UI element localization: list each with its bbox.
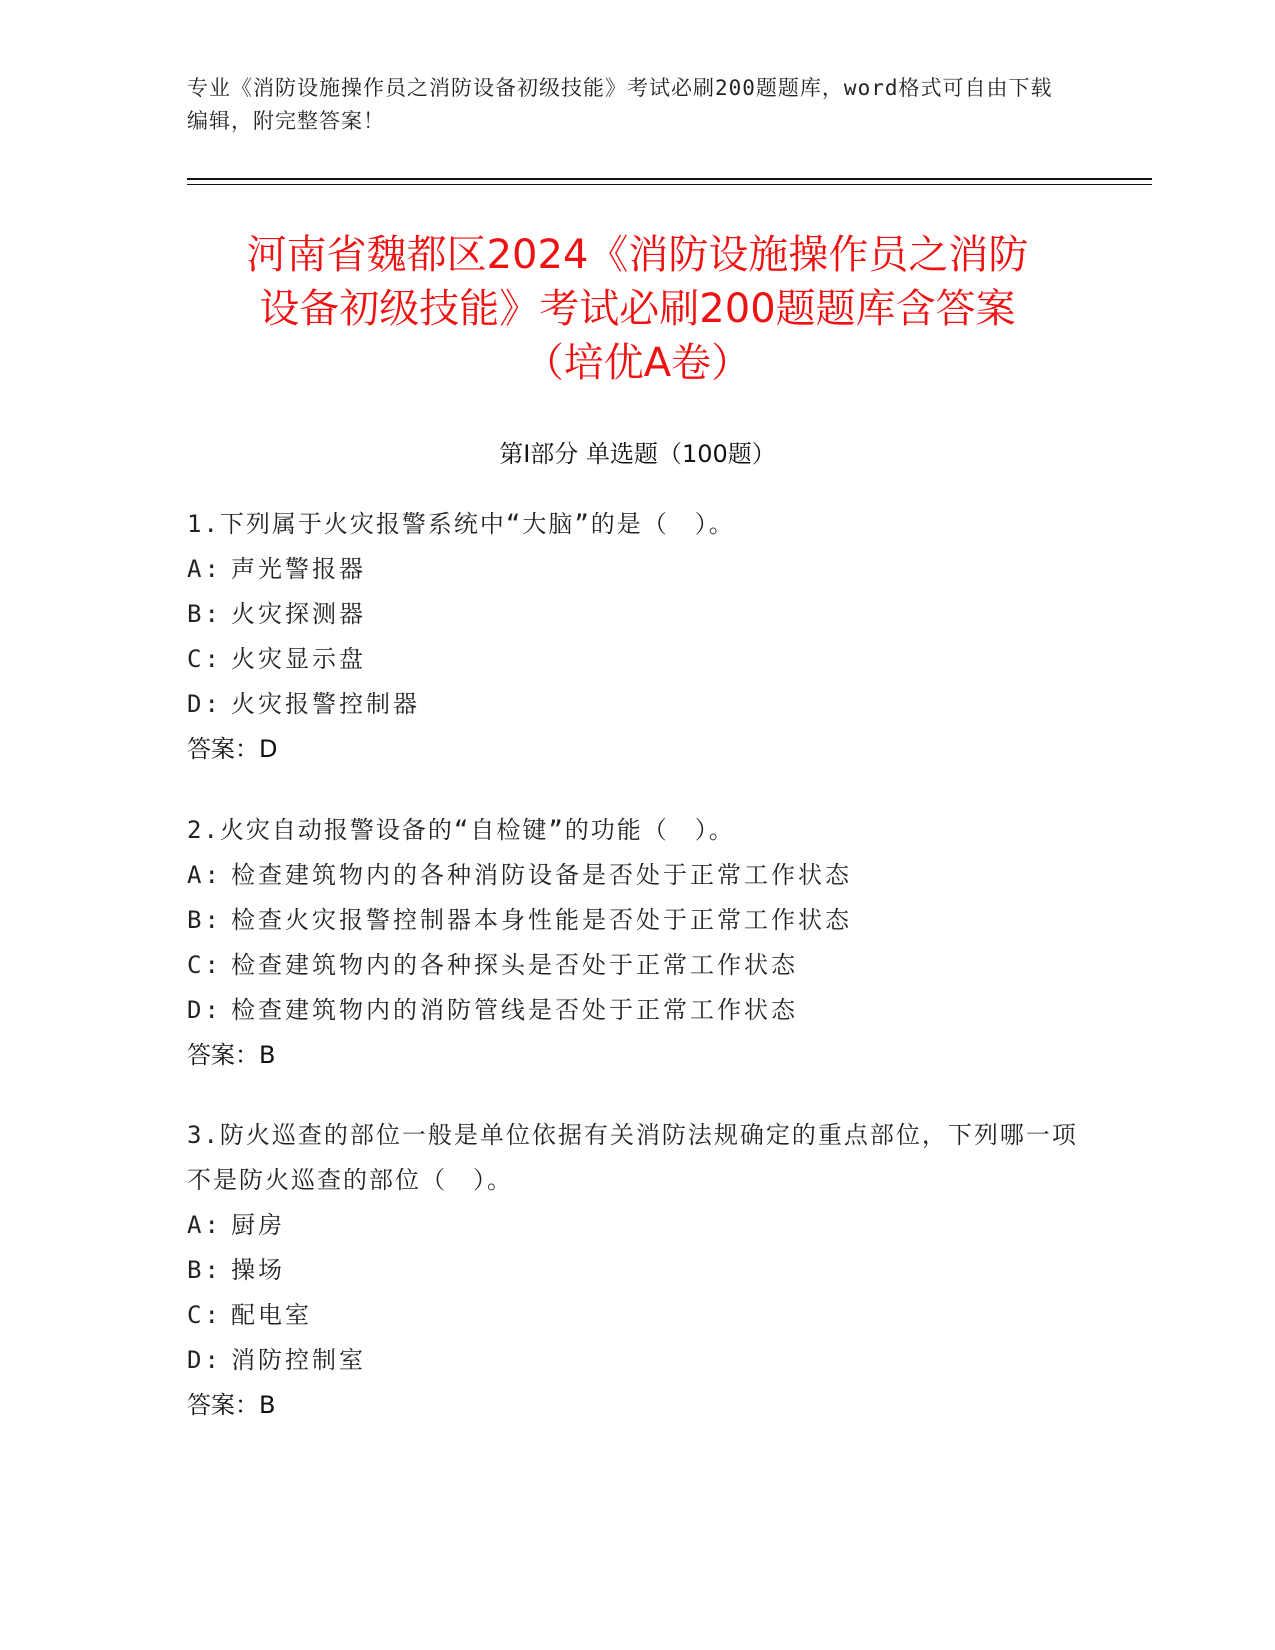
option-c: [187, 1293, 1087, 1338]
question-stem: 2.火灾自动报警设备的“自检键”的功能（ ）。: [187, 816, 735, 844]
question-stem: 1.下列属于火灾报警系统中“大脑”的是（ ）。: [187, 510, 735, 538]
option-text: 厨房: [231, 1211, 285, 1239]
option-b: [187, 898, 1087, 943]
option-letter: A:: [187, 1211, 222, 1239]
document-title: [160, 228, 1115, 390]
option-b: [187, 1248, 1087, 1293]
option-text: 检查建筑物内的各种探头是否处于正常工作状态: [231, 951, 798, 979]
header-rule-thick: [187, 178, 1152, 180]
option-letter: A:: [187, 555, 222, 583]
option-letter: D:: [187, 690, 222, 718]
question-stem: 3.防火巡查的部位一般是单位依据有关消防法规确定的重点部位，下列哪一项不是防火巡查的部位（ ）。: [187, 1121, 1078, 1194]
option-c: [187, 637, 1087, 682]
option-text: 检查建筑物内的各种消防设备是否处于正常工作状态: [231, 861, 852, 889]
header-note: 专业《消防设施操作员之消防设备初级技能》考试必刷200题题库，word格式可自由下载编辑，附完整答案！: [187, 76, 1053, 133]
option-letter: B:: [187, 1256, 222, 1284]
title-line-1: 河南省魏都区2024《消防设施操作员之消防: [246, 232, 1029, 278]
option-b: [187, 592, 1087, 637]
option-d: [187, 988, 1087, 1033]
answer-line: 答案：B: [187, 1391, 276, 1419]
option-letter: C:: [187, 1301, 222, 1329]
option-letter: A:: [187, 861, 222, 889]
option-letter: C:: [187, 645, 222, 673]
option-d: [187, 1338, 1087, 1383]
option-text: 火灾探测器: [231, 600, 366, 628]
option-text: 检查火灾报警控制器本身性能是否处于正常工作状态: [231, 906, 852, 934]
option-a: [187, 1203, 1087, 1248]
option-text: 声光警报器: [231, 555, 366, 583]
option-a: [187, 547, 1087, 592]
question-3: [187, 1113, 1087, 1428]
answer-line: 答案：B: [187, 1041, 276, 1069]
question-2: [187, 808, 1087, 1078]
title-line-3: （培优A卷）: [523, 340, 752, 386]
question-1: [187, 502, 1087, 772]
header-rule-thin: [187, 184, 1152, 185]
section-title: 第Ⅰ部分 单选题（100题）: [499, 440, 776, 468]
option-c: [187, 943, 1087, 988]
option-d: [187, 682, 1087, 727]
option-letter: D:: [187, 1346, 222, 1374]
option-a: [187, 853, 1087, 898]
option-letter: C:: [187, 951, 222, 979]
option-letter: B:: [187, 906, 222, 934]
title-line-2: 设备初级技能》考试必刷200题题库含答案: [259, 286, 1016, 332]
option-text: 检查建筑物内的消防管线是否处于正常工作状态: [231, 996, 798, 1024]
option-text: 操场: [231, 1256, 285, 1284]
option-letter: D:: [187, 996, 222, 1024]
option-text: 消防控制室: [231, 1346, 366, 1374]
answer-line: 答案：D: [187, 735, 278, 763]
option-letter: B:: [187, 600, 222, 628]
option-text: 配电室: [231, 1301, 312, 1329]
option-text: 火灾报警控制器: [231, 690, 420, 718]
option-text: 火灾显示盘: [231, 645, 366, 673]
